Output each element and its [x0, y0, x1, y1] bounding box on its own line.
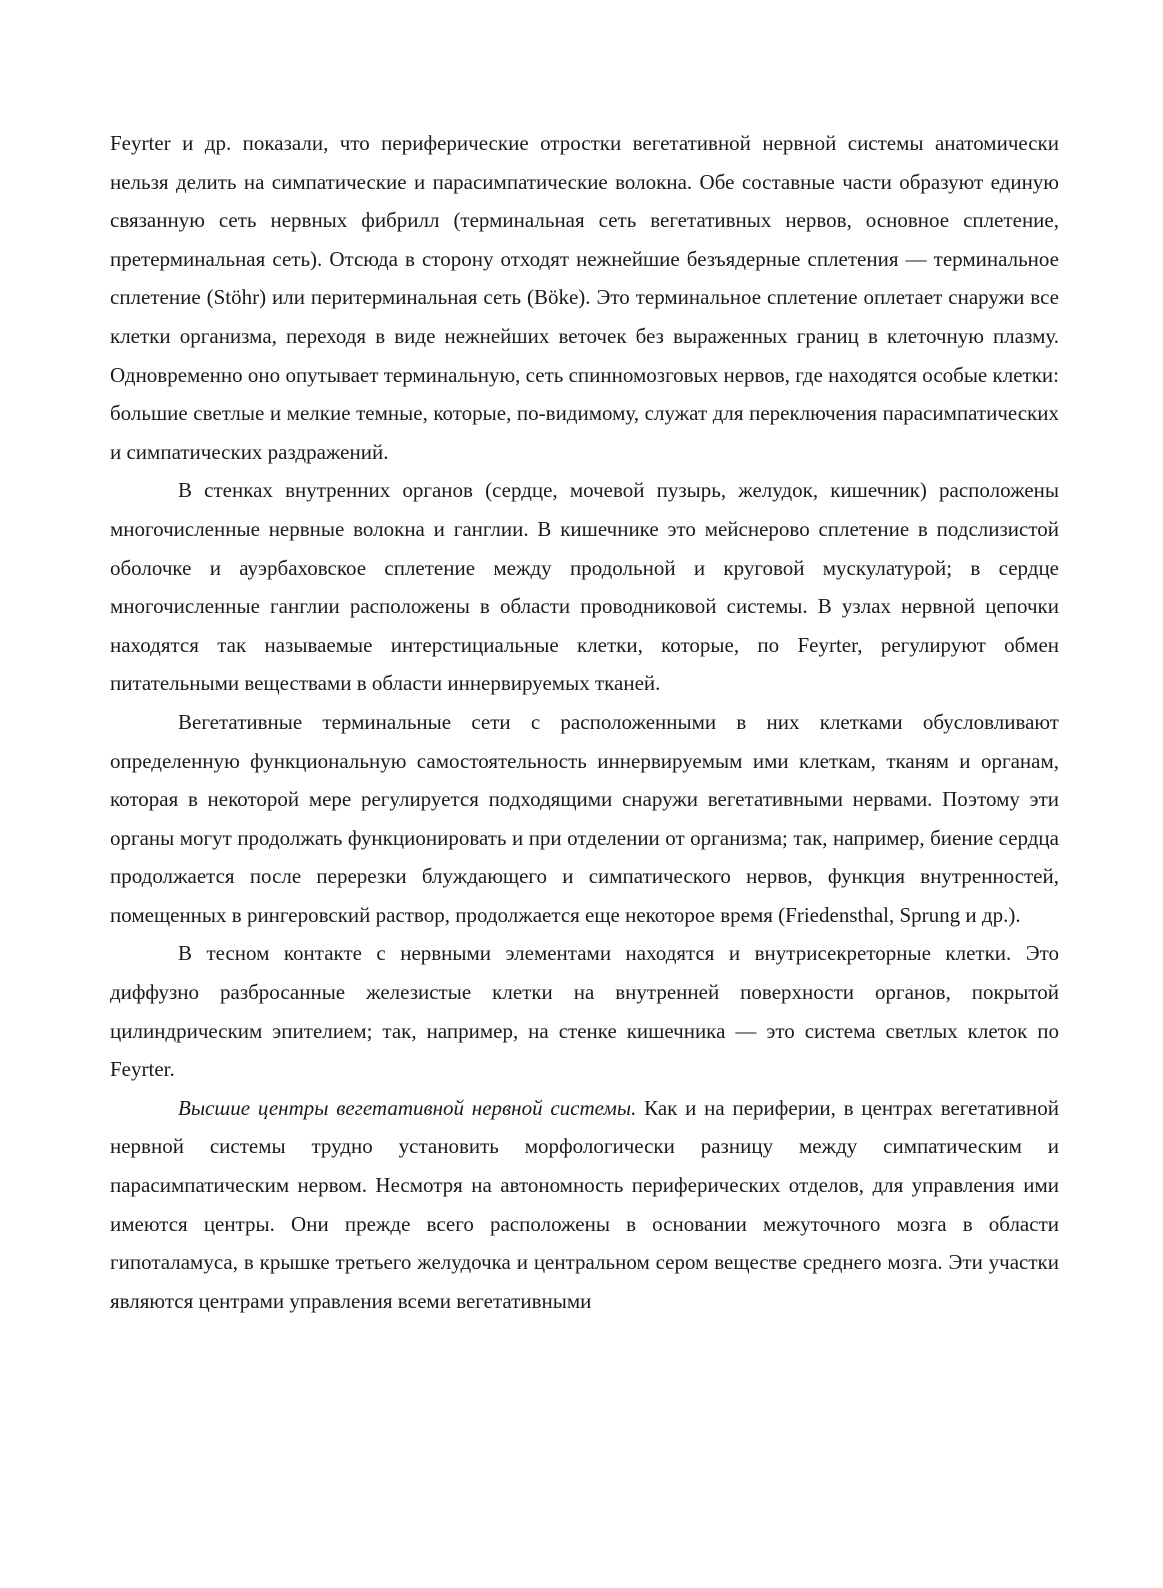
- paragraph-4: В тесном контакте с нервными элементами находятся и внутрисекреторные клетки. Это диффузно разбросанные железистые клетки на внутренней поверхности органов, покрытой цилиндрическим эпителием; так, например, на стенке кишечника — это система светлых клеток по Feyrter.: [110, 941, 1059, 1082]
- document-page: [110, 124, 1059, 1320]
- paragraph-2: В стенках внутренних органов (сердце, мочевой пузырь, желудок, кишечник) расположены многочисленные нервные волокна и ганглии. В кишечнике это мейснерово сплетение в подслизистой оболочке и ауэрбаховское сплетение между продольной и круговой мускулатурой; в сердце многочисленные ганглии расположены в области проводниковой системы. В узлах нервной цепочки находятся так называемые интерстициальные клетки, которые, по Feyrter, регулируют обмен питательными веществами в области иннервируемых тканей.: [110, 478, 1059, 696]
- paragraph-5: [110, 1089, 1059, 1321]
- section-heading-italic: Высшие центры вегетативной нервной системы.: [178, 1095, 637, 1120]
- paragraph-3: Вегетативные терминальные сети с расположенными в них клетками обусловливают определенную функциональную самостоятельность иннервируемым ими клеткам, тканям и органам, которая в некоторой мере регулируется подходящими снаружи вегетативными нервами. Поэтому эти органы могут продолжать функционировать и при отделении от организма; так, например, биение сердца продолжается после перерезки блуждающего и симпатического нервов, функция внутренностей, помещенных в рингеровский раствор, продолжается еще некоторое время (Friedensthal, Sprung и др.).: [110, 709, 1059, 927]
- paragraph-5-text: Как и на периферии, в центрах вегетативной нервной системы трудно установить морфологически разницу между симпатическим и парасимпатическим нервом. Несмотря на автономность периферических отделов, для управления ими имеются центры. Они прежде всего расположены в основании межуточного мозга в области гипоталамуса, в крышке третьего желудочка и центральном сером веществе среднего мозга. Эти участки являются центрами управления всеми вегетативными: [110, 1095, 1059, 1313]
- paragraph-1: Feyrter и др. показали, что периферические отростки вегетативной нервной системы анатомически нельзя делить на симпатические и парасимпатические волокна. Обе составные части образуют единую связанную сеть нервных фибрилл (терминальная сеть вегетативных нервов, основное сплетение, претерминальная сеть). Отсюда в сторону отходят нежнейшие безъядерные сплетения — терминальное сплетение (Stöhr) или перитерминальная сеть (Böke). Это терминальное сплетение оплетает снаружи все клетки организма, переходя в виде нежнейших веточек без выраженных границ в клеточную плазму. Одновременно оно опутывает терминальную, сеть спинномозговых нервов, где находятся особые клетки: большие светлые и мелкие темные, которые, по-видимому, служат для переключения парасимпатических и симпатических раздражений.: [110, 131, 1059, 464]
